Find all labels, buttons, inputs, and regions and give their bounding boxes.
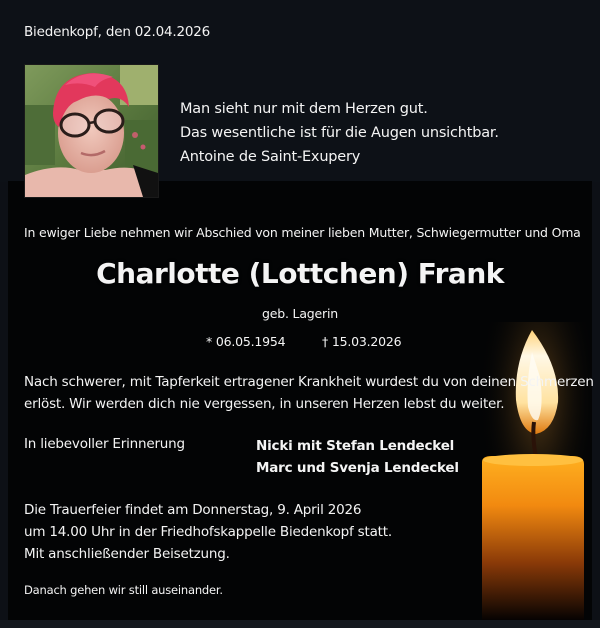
candle-icon xyxy=(472,322,592,620)
message-text xyxy=(24,371,594,415)
mourner-name: Nicki mit Stefan Lendeckel xyxy=(256,438,455,454)
closing-text: Danach gehen wir still auseinander. xyxy=(24,583,223,597)
quote-block xyxy=(180,97,499,169)
portrait-photo xyxy=(24,64,159,198)
message-line: erlöst. Wir werden dich nie vergessen, in unseren Herzen lebst du weiter. xyxy=(24,396,505,412)
funeral-line: Mit anschließender Beisetzung. xyxy=(24,546,230,562)
funeral-line: um 14.00 Uhr in der Friedhofskappelle Biedenkopf statt. xyxy=(24,524,392,540)
portrait-image xyxy=(25,65,158,197)
quote-line: Man sieht nur mit dem Herzen gut. xyxy=(180,101,428,117)
funeral-details xyxy=(24,499,392,565)
message-line: Nach schwerer, mit Tapferkeit ertragener Krankheit wurdest du von deinen Schmerzen xyxy=(24,374,594,390)
bottom-border xyxy=(0,620,600,628)
place-date: Biedenkopf, den 02.04.2026 xyxy=(24,24,211,40)
candle-image xyxy=(472,322,592,620)
intro-text: In ewiger Liebe nehmen wir Abschied von meiner lieben Mutter, Schwiegermutter und Oma xyxy=(24,225,581,240)
death-date: † 15.03.2026 xyxy=(322,334,402,349)
memory-label: In liebevoller Erinnerung xyxy=(24,436,185,452)
funeral-line: Die Trauerfeier findet am Donnerstag, 9. April 2026 xyxy=(24,502,362,518)
maiden-name: geb. Lagerin xyxy=(262,306,338,321)
deceased-name: Charlotte (Lottchen) Frank xyxy=(96,257,504,290)
mourners-list xyxy=(256,435,459,479)
birth-date: * 06.05.1954 xyxy=(206,334,286,349)
quote-line: Das wesentliche ist für die Augen unsichtbar. xyxy=(180,125,499,141)
mourner-name: Marc und Svenja Lendeckel xyxy=(256,460,459,476)
quote-author: Antoine de Saint-Exupery xyxy=(180,149,361,165)
